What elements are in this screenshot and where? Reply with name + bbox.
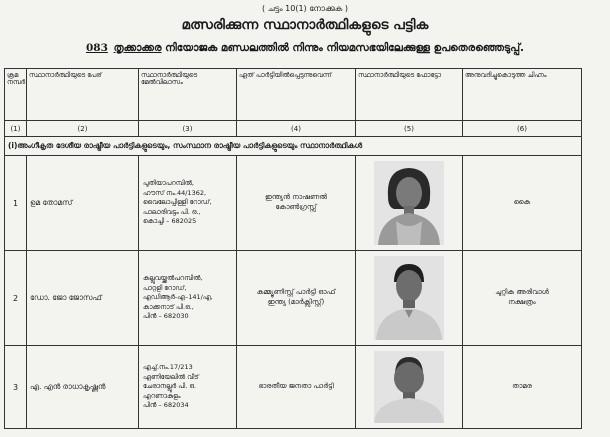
candidate-party (237, 156, 356, 251)
address-line: ഹൗസ് നം.44/1362, (143, 188, 207, 197)
address-line: കല്ലുവയ്ക്കൽപറമ്പിൽ, (143, 274, 203, 283)
serial-number: 3 (5, 346, 27, 429)
candidate-address (139, 156, 237, 251)
candidate-name: ഡോ. ജോ ജോസഫ് (27, 251, 139, 346)
party-line: ഭാരതീയ ജനതാ പാർട്ടി (258, 382, 334, 391)
serial-number: 2 (5, 251, 27, 346)
column-header-photo: സ്ഥാനാർത്ഥിയുടെ ഫോട്ടോ (356, 69, 463, 121)
address-line: കൊച്ചി – 682025 (143, 217, 197, 226)
candidate-party (237, 251, 356, 346)
form-reference: ( ചട്ടം 10(1) നോക്കുക ) (261, 4, 348, 13)
candidate-photo-cell (356, 156, 463, 251)
address-line: എച്ച്.നം.17/213 (143, 363, 193, 372)
address-line: എറണാകുളം (143, 391, 181, 400)
candidate-photo (374, 161, 444, 245)
symbol-line: കൈ (513, 198, 531, 207)
column-header-party: ഏത് പാർട്ടിയിൽപ്പെടുന്നുവെന്ന് (237, 69, 356, 121)
candidate-row (5, 346, 582, 429)
address-line: കാക്കനാട് പി.ഒ., (143, 302, 194, 311)
column-number: (2) (27, 121, 139, 137)
serial-number: 1 (5, 156, 27, 251)
section-heading: (i)അംഗീകൃത ദേശീയ രാഷ്ട്രീയ പാർട്ടികളുടെയും, സംസ്ഥാന രാഷ്ട്രീയ പാർട്ടികളുടെയും സ്ഥാനാർത്ഥികൾ (5, 137, 582, 156)
candidate-address (139, 251, 237, 346)
address-line: ഏണിയേലിൽ വീട് (143, 372, 199, 381)
party-line: ഇന്ത്യൻ നാഷണൽ (264, 193, 328, 202)
column-number-row (5, 121, 582, 137)
symbol-line: നക്ഷത്രം (508, 298, 536, 306)
column-number: (6) (463, 121, 582, 137)
column-header-serial: ക്രമ നമ്പർ (5, 69, 27, 121)
symbol-line: ചുറ്റിക അരിവാൾ (495, 288, 549, 297)
candidate-table (4, 68, 582, 429)
party-line: ഇന്ത്യ (മാർക്സിസ്റ്റ്) (267, 298, 325, 306)
candidate-photo (374, 351, 444, 423)
candidate-name: ഉമ തോമസ് (27, 156, 139, 251)
address-line: പുതിയാപറമ്പിൽ, (143, 179, 194, 188)
address-line: എഡിആർ-എ–141/എ, (143, 293, 213, 302)
table-header-row (5, 69, 582, 121)
candidate-photo (374, 256, 444, 340)
document-title: മത്സരിക്കുന്ന സ്ഥാനാർത്ഥികളുടെ പട്ടിക (181, 17, 429, 33)
party-line: കമ്മ്യൂണിസ്റ്റ് പാർട്ടി ഓഫ് (256, 288, 336, 297)
candidate-row (5, 156, 582, 251)
column-header-name: സ്ഥാനാർത്ഥിയുടെ പേര് (27, 69, 139, 121)
column-header-address: സ്ഥാനാർത്ഥിയുടെ മേൽവിലാസം (139, 69, 237, 121)
column-number: (1) (5, 121, 27, 137)
address-line: പാറ്റളി റോഡ്, (143, 283, 187, 292)
candidate-party (237, 346, 356, 429)
subtitle-text: നിയോജക മണ്ഡലത്തിൽ നിന്നും നിയമസഭയിലേക്കുള്ള ഉപതെരഞ്ഞെടുപ്പ്. (165, 42, 525, 54)
constituency-number: 083 (85, 42, 108, 54)
address-line: പിൻ – 682034 (143, 401, 189, 410)
column-number: (5) (356, 121, 463, 137)
candidate-photo-cell (356, 251, 463, 346)
column-header-symbol: അനുവദിച്ചുകൊടുത്ത ചിഹ്നം (463, 69, 582, 121)
candidate-symbol (463, 156, 582, 251)
document-subtitle (0, 42, 610, 55)
address-line: വൈലോപ്പിള്ളി റോഡ്, (143, 198, 212, 207)
constituency-name: തൃക്കാക്കര (113, 42, 162, 54)
column-number: (3) (139, 121, 237, 137)
party-line: കോൺഗ്രസ്സ് (275, 203, 317, 211)
symbol-line: താമര (512, 382, 532, 391)
address-line: പിൻ – 682030 (143, 312, 189, 321)
candidate-address (139, 346, 237, 429)
candidate-name: എ. എൻ രാധാകൃഷ്ണൻ (27, 346, 139, 429)
section-heading-row (5, 137, 582, 156)
column-number: (4) (237, 121, 356, 137)
candidate-row (5, 251, 582, 346)
address-line: ചേരാനല്ലൂർ പി. ഒ. (143, 382, 197, 391)
candidate-symbol (463, 346, 582, 429)
address-line: പാലാരിവട്ടം പി. ഒ., (143, 207, 201, 216)
candidate-photo-cell (356, 346, 463, 429)
candidate-symbol (463, 251, 582, 346)
